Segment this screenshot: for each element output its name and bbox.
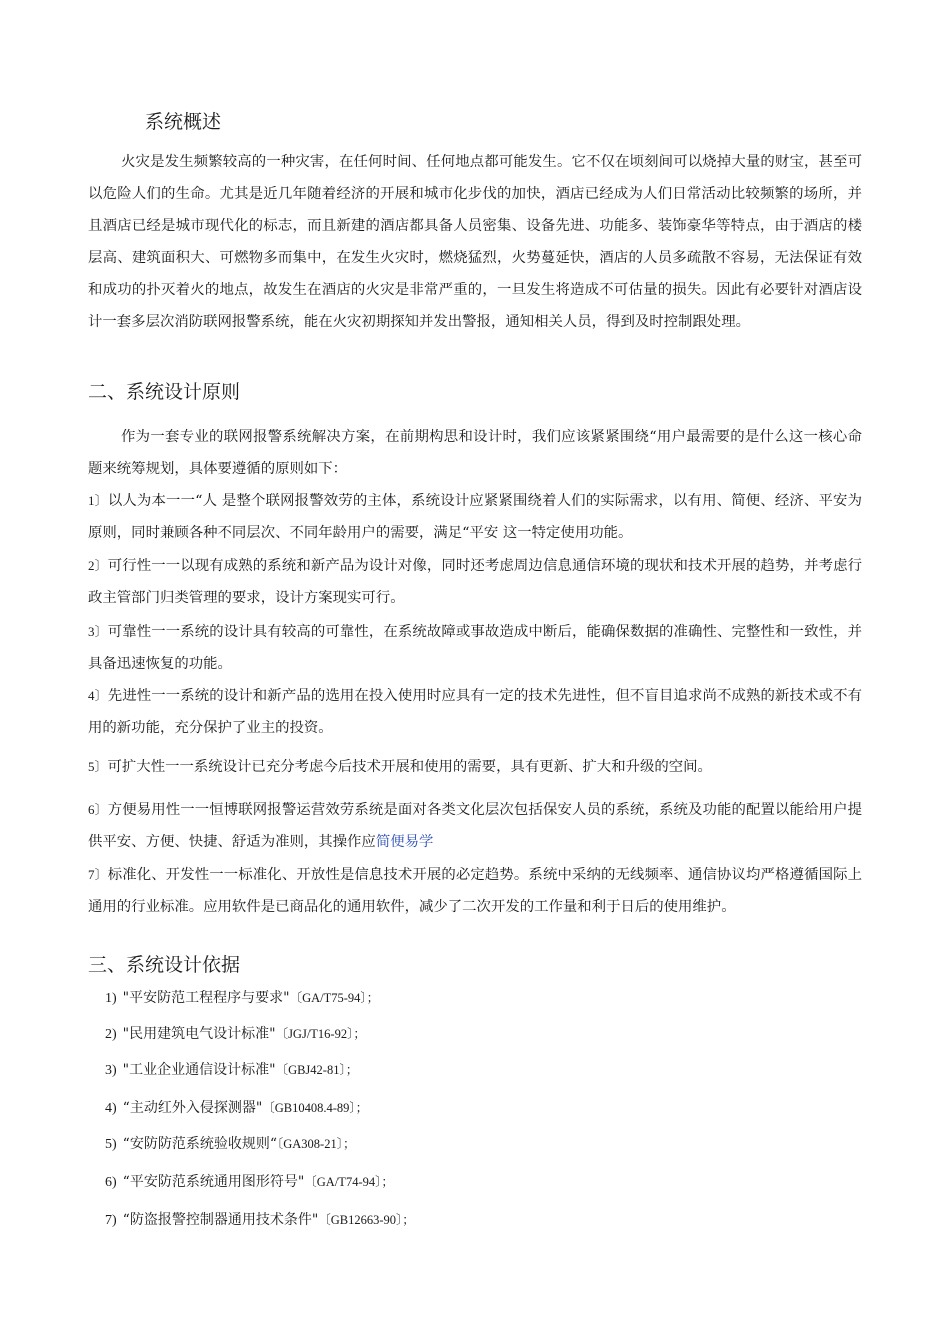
item-number: 4〕 [88, 688, 108, 703]
principle-item-1 [88, 485, 862, 549]
basis-item-2 [105, 1023, 366, 1046]
basis-item-5 [105, 1133, 355, 1156]
item-number: 6) [105, 1175, 117, 1190]
item-number: 7) [105, 1213, 117, 1228]
principle-item-3 [88, 616, 862, 680]
overview-paragraph: 火灾是发生频繁较高的一种灾害，在任何时间、任何地点都可能发生。它不仅在顷刻间可以烧掉大量的财宝，甚至可以危险人们的生命。尤其是近几年随着经济的开展和城市化步伐的加快，酒店已经成为人们日常活动比较频繁的场所，并且酒店已经是城市现代化的标志，而且新建的酒店都具备人员密集、设备先进、功能多、装饰豪华等特点，由于酒店的楼层高、建筑面积大、可燃物多而集中，在发生火灾时，燃烧猛烈，火势蔓延快，酒店的人员多疏散不容易，无法保证有效和成功的扑灭着火的地点，故发生在酒店的火灾是非常严重的，一旦发生将造成不可估量的损失。因此有必要针对酒店设计一套多层次消防联网报警系统，能在火灾初期探知并发出警报，通知相关人员，得到及时控制跟处理。 [88, 154, 862, 330]
item-number: 3) [105, 1063, 117, 1078]
standard-code: 〔GA/T74-94〕； [304, 1175, 394, 1189]
item-text: 以人为本一一“人 是整个联网报警效劳的主体，系统设计应紧紧围绕着人们的实际需求，以有用、简便、经济、平安为原则，同时兼顾各种不同层次、不同年龄用户的需要，满足“平安 这一特定使用功能。 [88, 493, 862, 541]
basis-item-1 [105, 987, 379, 1010]
section-heading-basis: 三、系统设计依据 [88, 954, 241, 976]
standard-name: "民用建筑电气设计标准" [122, 1026, 276, 1042]
standard-code: 〔JGJ/T16-92〕； [275, 1027, 366, 1041]
basis-item-3 [105, 1059, 358, 1082]
item-number: 2) [105, 1027, 117, 1042]
principle-item-6 [88, 794, 862, 858]
standard-code: 〔GA/T75-94〕； [289, 991, 380, 1005]
item-text: 可扩大性一一系统设计已充分考虑今后技术开展和使用的需要，具有更新、扩大和升级的空间。 [107, 759, 712, 775]
basis-item-4 [105, 1097, 368, 1120]
standard-name: “防盗报警控制器通用技术条件" [122, 1212, 319, 1228]
standard-code: 〔GB12663-90〕； [318, 1213, 415, 1227]
standard-name: "工业企业通信设计标准" [122, 1062, 276, 1078]
principle-item-2 [88, 550, 862, 614]
basis-item-7 [105, 1209, 415, 1232]
principle-item-4 [88, 680, 862, 744]
basis-item-6 [105, 1171, 394, 1194]
standard-name: “安防防范系统验收规则“ [122, 1136, 277, 1152]
item-number: 1) [105, 991, 117, 1006]
section-heading-principles: 二、系统设计原则 [88, 381, 241, 403]
standard-name: “平安防范系统通用图形符号" [122, 1174, 305, 1190]
principle-item-5 [88, 751, 862, 783]
principles-intro: 作为一套专业的联网报警系统解决方案，在前期构思和设计时，我们应该紧紧围绕“用户最需要的是什么这一核心命题来统筹规划，具体要遵循的原则如下： [88, 429, 862, 477]
standard-code: 〔GB10408.4-89〕； [262, 1101, 369, 1115]
item-number: 6〕 [88, 802, 108, 817]
easy-to-learn-link[interactable]: 简便易学 [375, 834, 434, 850]
item-number: 7〕 [88, 867, 108, 882]
item-number: 5) [105, 1137, 117, 1152]
item-number: 1〕 [88, 493, 108, 508]
item-text: 可靠性一一系统的设计具有较高的可靠性，在系统故障或事故造成中断后，能确保数据的准确性、完整性和一致性，并具备迅速恢复的功能。 [88, 624, 862, 672]
item-number: 4) [105, 1101, 117, 1116]
item-text: 方便易用性一一恒博联网报警运营效劳系统是面对各类文化层次包括保安人员的系统，系统及功能的配置以能给用户提供平安、方便、快捷、舒适为准则，其操作应 [88, 802, 862, 850]
principle-item-7 [88, 859, 862, 923]
item-text: 可行性一一以现有成熟的系统和新产品为设计对像，同时还考虑周边信息通信环境的现状和技术开展的趋势，并考虑行政主管部门归类管理的要求，设计方案现实可行。 [88, 558, 862, 606]
standard-code: 〔GA308-21〕； [277, 1137, 356, 1151]
item-number: 5〕 [88, 759, 108, 774]
item-number: 2〕 [88, 558, 108, 573]
item-text: 标准化、开发性一一标准化、开放性是信息技术开展的必定趋势。系统中采纳的无线频率、通信协议均严格遵循国际上通用的行业标准。应用软件是已商品化的通用软件，减少了二次开发的工作量和利于日后的使用维护。 [88, 867, 862, 915]
standard-name: “主动红外入侵探测器" [122, 1100, 263, 1116]
standard-name: "平安防范工程程序与要求" [122, 990, 290, 1006]
item-text: 先进性一一系统的设计和新产品的选用在投入使用时应具有一定的技术先进性，但不盲目追求尚不成熟的新技术或不有用的新功能，充分保护了业主的投资。 [88, 688, 862, 736]
standard-code: 〔GBJ42-81〕； [275, 1063, 359, 1077]
section-title-overview: 系统概述 [145, 111, 222, 133]
item-number: 3〕 [88, 624, 108, 639]
